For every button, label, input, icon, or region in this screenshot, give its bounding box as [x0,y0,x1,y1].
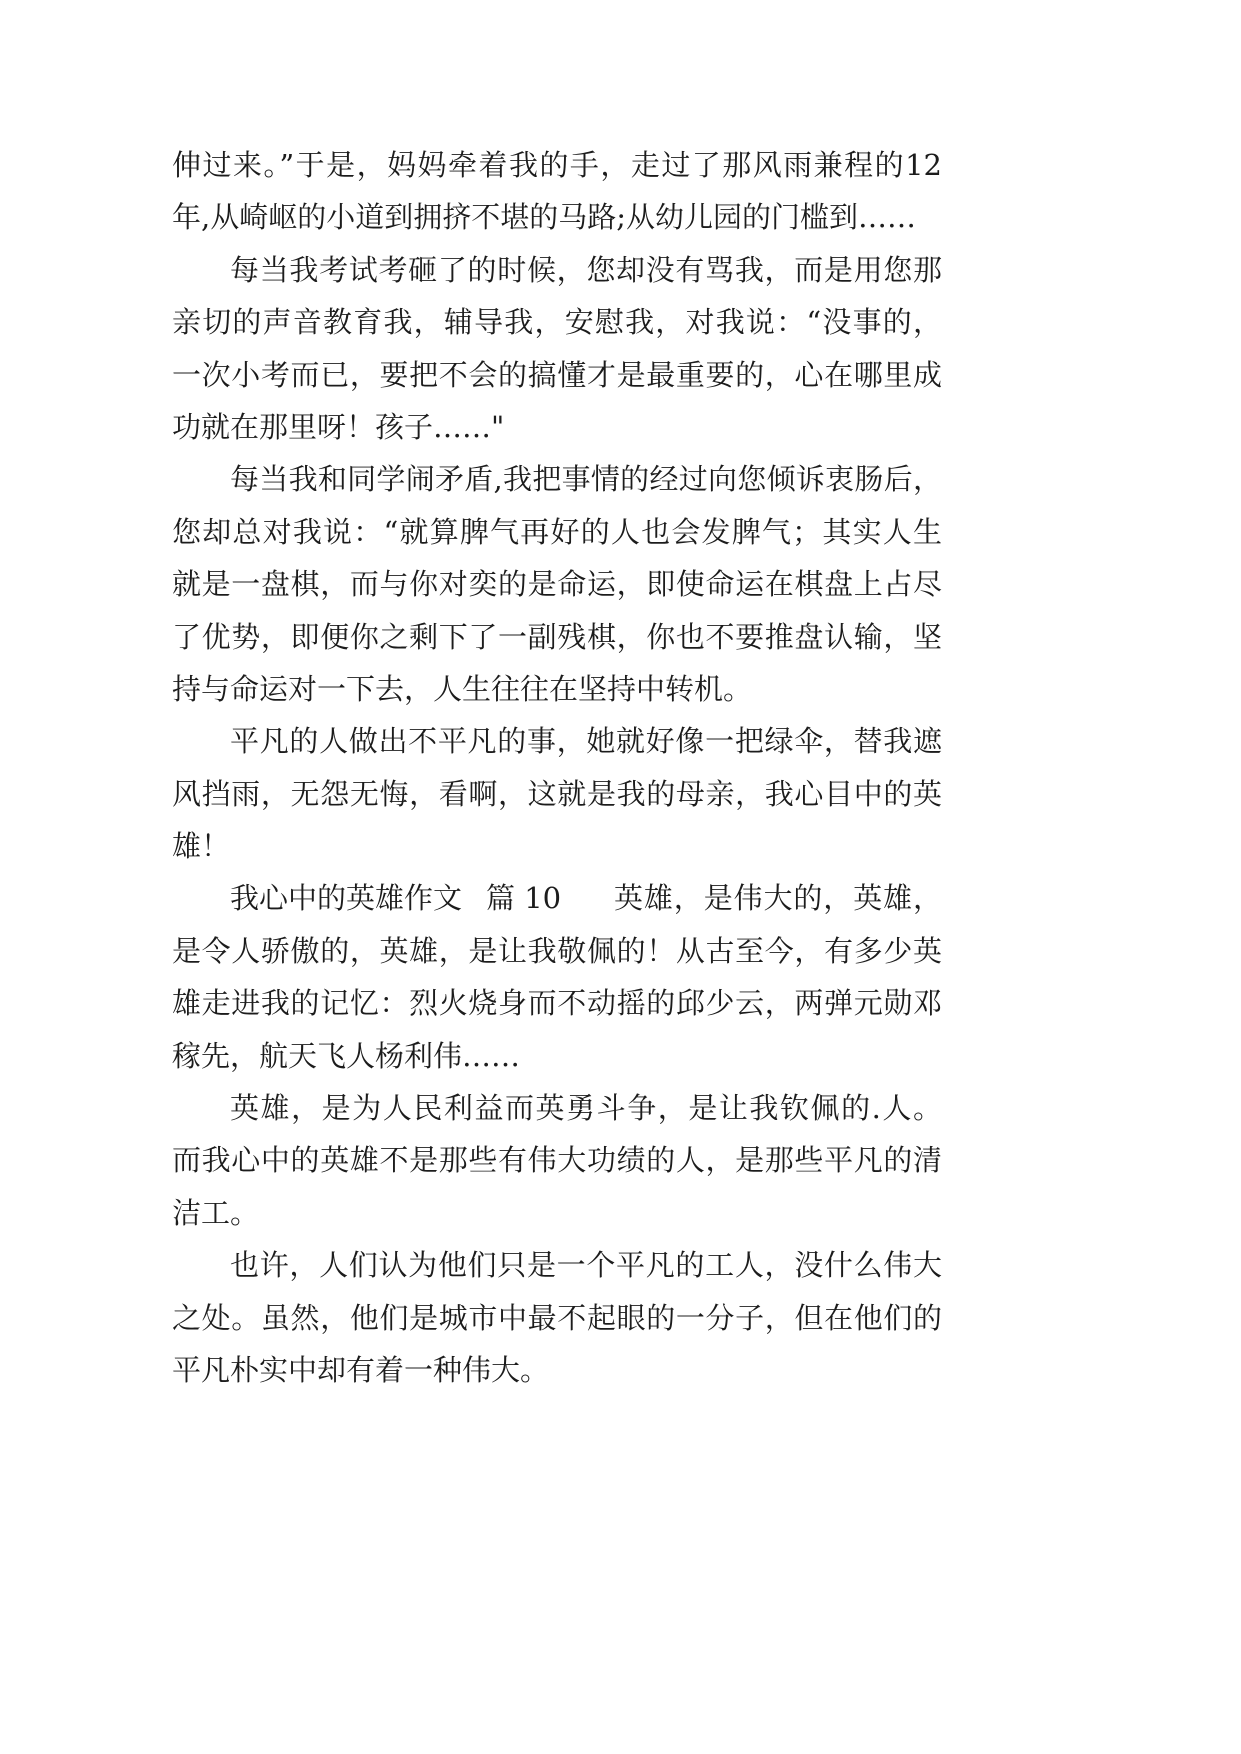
text-line: 了优势，即便你之剩下了一副残棋，你也不要推盘认输，坚 [172,619,942,654]
text-line: 伸过来。”于是，妈妈牵着我的手，走过了那风雨兼程的12 [172,148,942,182]
text-line: 持与命运对一下去，人生往往在坚持中转机。 [172,671,753,706]
paragraph [172,139,942,244]
text-line: 洁工。 [172,1195,260,1230]
text-line: 英雄，是为人民利益而英勇斗争，是让我钦佩的.人。 [230,1091,942,1126]
text-line: 也许，人们认为他们只是一个平凡的工人，没什么伟大 [230,1248,942,1283]
text-line: 稼先，航天飞人杨利伟…… [172,1038,521,1073]
text-line: 英雄，是伟大的，英雄， [614,881,942,916]
text-line: 之处。虽然，他们是城市中最不起眼的一分子，但在他们的 [172,1300,942,1335]
text-line: 一次小考而已，要把不会的搞懂才是最重要的，心在哪里成 [172,357,942,392]
essay-heading-line [172,872,942,924]
paragraph [172,872,942,1082]
text-line: 每当我和同学闹矛盾,我把事情的经过向您倾诉衷肠后， [230,462,942,497]
text-line: 平凡朴实中却有着一种伟大。 [172,1352,550,1387]
text-line: 是令人骄傲的，英雄，是让我敬佩的！从古至今，有多少英 [172,933,942,968]
text-line: 雄！ [172,829,231,864]
text-line: 每当我考试考砸了的时候，您却没有骂我，而是用您那 [230,252,942,287]
section-label: 篇 10 [486,881,562,916]
text-line: 年,从崎岖的小道到拥挤不堪的马路;从幼儿园的门槛到…… [172,200,916,235]
text-line: 雄走进我的记忆：烈火烧身而不动摇的邱少云，两弹元勋邓 [172,986,942,1021]
text-line: 亲切的声音教育我，辅导我，安慰我，对我说：“没事的， [172,305,942,340]
paragraph [172,1082,942,1239]
text-line: 您却总对我说：“就算脾气再好的人也会发脾气；其实人生 [172,514,942,549]
paragraph [172,715,942,872]
document-page [172,139,942,1396]
paragraph [172,244,942,454]
text-line: 风挡雨，无怨无悔，看啊，这就是我的母亲，我心目中的英 [172,776,942,811]
essay-heading: 我心中的英雄作文 [230,881,463,916]
text-line: 就是一盘棋，而与你对奕的是命运，即使命运在棋盘上占尽 [172,567,942,602]
paragraph [172,453,942,715]
text-line: 功就在那里呀！孩子……" [172,409,505,444]
paragraph [172,1239,942,1396]
text-line: 而我心中的英雄不是那些有伟大功绩的人，是那些平凡的清 [172,1143,942,1178]
text-line: 平凡的人做出不平凡的事，她就好像一把绿伞，替我遮 [230,724,942,759]
